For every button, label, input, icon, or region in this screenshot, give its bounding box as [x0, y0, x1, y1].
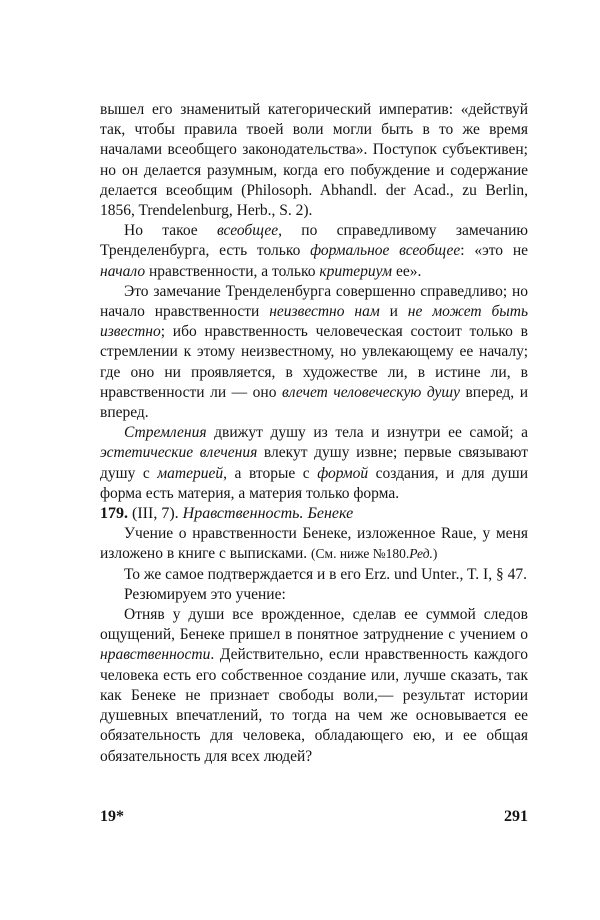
- p4-text-2: влекут душу извне; первые связывают душу с: [100, 444, 528, 482]
- p3-text-1: Это замечание Тренделенбурга совершенно справедливо; но начало нравственности: [100, 282, 528, 321]
- p3-italic-2: не может быть известно: [100, 303, 529, 341]
- page-footer: [100, 808, 528, 826]
- p2-text-2: , по справедливому замечанию Тренделенбурга, есть только: [100, 222, 528, 260]
- p2-italic-3: начало: [100, 262, 146, 280]
- page-number: 291: [504, 808, 528, 825]
- p2-text-5: ее».: [392, 262, 422, 280]
- p5-text-1: Учение о нравственности Бенеке, изложенное Raue, у меня изложено в книге с выписками.: [100, 525, 528, 563]
- p4-text-3: , а вторые с: [223, 464, 318, 482]
- p2-italic-4: критериум: [319, 262, 393, 280]
- p2-text-3: : «это не: [460, 242, 528, 260]
- editor-note: (См. ниже №180.: [311, 546, 410, 562]
- paragraph-1-text: вышел его знаменитый категорический императив: «действуй так, чтобы правила твоей воли могли быть в то же время началами всеобщего законодательства». Поступок субъективен; но он делается разумным, когда его побуждение и содержание делается всеобщим (Philosoph. Abhandl. der Acad., zu Berlin, 1856, Trendelenburg, Herb., S. 2).: [100, 101, 528, 220]
- main-text: [100, 100, 528, 767]
- editor-note-end: ): [432, 546, 438, 562]
- p3-text-3: ; ибо нравственность человеческая состоит только в стремлении к этому неизвестному, но увлекающему ее началу; где оно ни проявляется, в художестве ли, в истине ли, в нравственности ли — оно: [100, 323, 528, 401]
- p2-text-1: Но такое: [124, 222, 218, 240]
- p2-italic-2: формальное всеобщее: [310, 242, 461, 260]
- p4-italic-3: материей: [157, 464, 224, 482]
- p8-text-1: Отняв у души все врожденное, сделав ее суммой следов ощущений, Бенеке пришел в понятное затруднение с учением о: [100, 606, 528, 644]
- p3-text-2: и: [379, 303, 408, 321]
- p3-text-4: вперед, и вперед.: [100, 383, 528, 422]
- section-heading: [100, 504, 528, 524]
- paragraph-8: [100, 605, 528, 767]
- paragraph-7-text: Резюмируем это учение:: [124, 585, 286, 603]
- signature-mark: 19*: [100, 808, 124, 825]
- paragraph-5: [100, 524, 528, 564]
- p2-italic-1: всеобщее: [217, 222, 279, 240]
- section-title: Нравственность. Бенеке: [182, 505, 354, 523]
- paragraph-1: [100, 100, 528, 221]
- p4-text-4: создания, и для души форма есть материя, а материя только форма.: [100, 464, 529, 502]
- p4-italic-1: Стремления: [124, 424, 207, 442]
- paragraph-2: [100, 221, 528, 282]
- section-reference: (III, 7).: [128, 505, 183, 523]
- p3-italic-1: неизвестно нам: [269, 303, 380, 321]
- p4-text-1: движут душу из тела и изнутри ее самой; а: [206, 424, 528, 442]
- paragraph-6-text: То же самое подтверждается и в его Erz. und Unter., T. I, § 47.: [124, 565, 527, 583]
- paragraph-6: [100, 565, 528, 585]
- section-number: 179.: [100, 505, 128, 523]
- p4-italic-2: эстетические влечения: [100, 444, 258, 462]
- paragraph-4: [100, 423, 528, 504]
- p3-italic-3: влечет человеческую душу: [282, 383, 460, 401]
- p2-text-4: нравственности, а только: [145, 262, 320, 280]
- p8-italic-1: нравственности: [100, 646, 211, 664]
- paragraph-3: [100, 282, 528, 423]
- editor-note-red: Ред.: [409, 546, 433, 562]
- p4-italic-4: формой: [317, 464, 369, 482]
- p8-text-2: . Действительно, если нравственность каждого человека есть его собственное создание или, лучше сказать, так как Бенеке не признает свободы воли,— результат истории душевных впечатлений, то тогда на чем же основывается ее обязательность для человека, обладающего ею, и ее общая обязательность для всех людей?: [100, 646, 528, 765]
- paragraph-7: [100, 585, 528, 605]
